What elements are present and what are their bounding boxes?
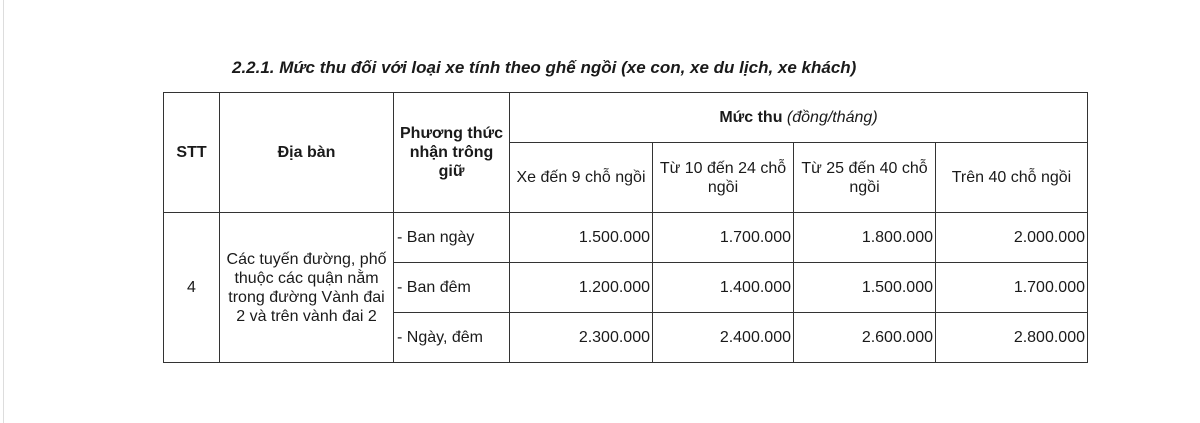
fee-table <box>163 92 1088 363</box>
header-stt: STT <box>164 93 220 213</box>
header-col: Trên 40 chỗ ngồi <box>936 143 1088 213</box>
row-stt: 4 <box>164 213 220 363</box>
value-cell: 2.300.000 <box>510 313 653 363</box>
value-cell: 2.800.000 <box>936 313 1088 363</box>
value-cell: 1.500.000 <box>510 213 653 263</box>
method-cell: - Ban đêm <box>394 263 510 313</box>
header-col: Từ 10 đến 24 chỗ ngồi <box>653 143 794 213</box>
header-phuong-thuc: Phương thức nhận trông giữ <box>394 93 510 213</box>
value-cell: 2.600.000 <box>794 313 936 363</box>
value-cell: 1.700.000 <box>653 213 794 263</box>
value-cell: 1.200.000 <box>510 263 653 313</box>
page-edge <box>3 0 4 423</box>
method-cell: - Ngày, đêm <box>394 313 510 363</box>
method-cell: - Ban ngày <box>394 213 510 263</box>
row-dia-ban: Các tuyến đường, phố thuộc các quận nằm trong đường Vành đai 2 và trên vành đai 2 <box>220 213 394 363</box>
value-cell: 1.400.000 <box>653 263 794 313</box>
value-cell: 1.800.000 <box>794 213 936 263</box>
header-dia-ban: Địa bàn <box>220 93 394 213</box>
muc-thu-unit: (đồng/tháng) <box>786 109 878 126</box>
value-cell: 1.700.000 <box>936 263 1088 313</box>
value-cell: 2.400.000 <box>653 313 794 363</box>
header-col: Xe đến 9 chỗ ngồi <box>510 143 653 213</box>
value-cell: 2.000.000 <box>936 213 1088 263</box>
section-title: 2.2.1. Mức thu đối với loại xe tính theo ghế ngồi (xe con, xe du lịch, xe khách) <box>232 58 857 77</box>
value-cell: 1.500.000 <box>794 263 936 313</box>
header-muc-thu <box>510 93 1088 143</box>
header-col: Từ 25 đến 40 chỗ ngồi <box>794 143 936 213</box>
muc-thu-label: Mức thu <box>719 109 783 126</box>
